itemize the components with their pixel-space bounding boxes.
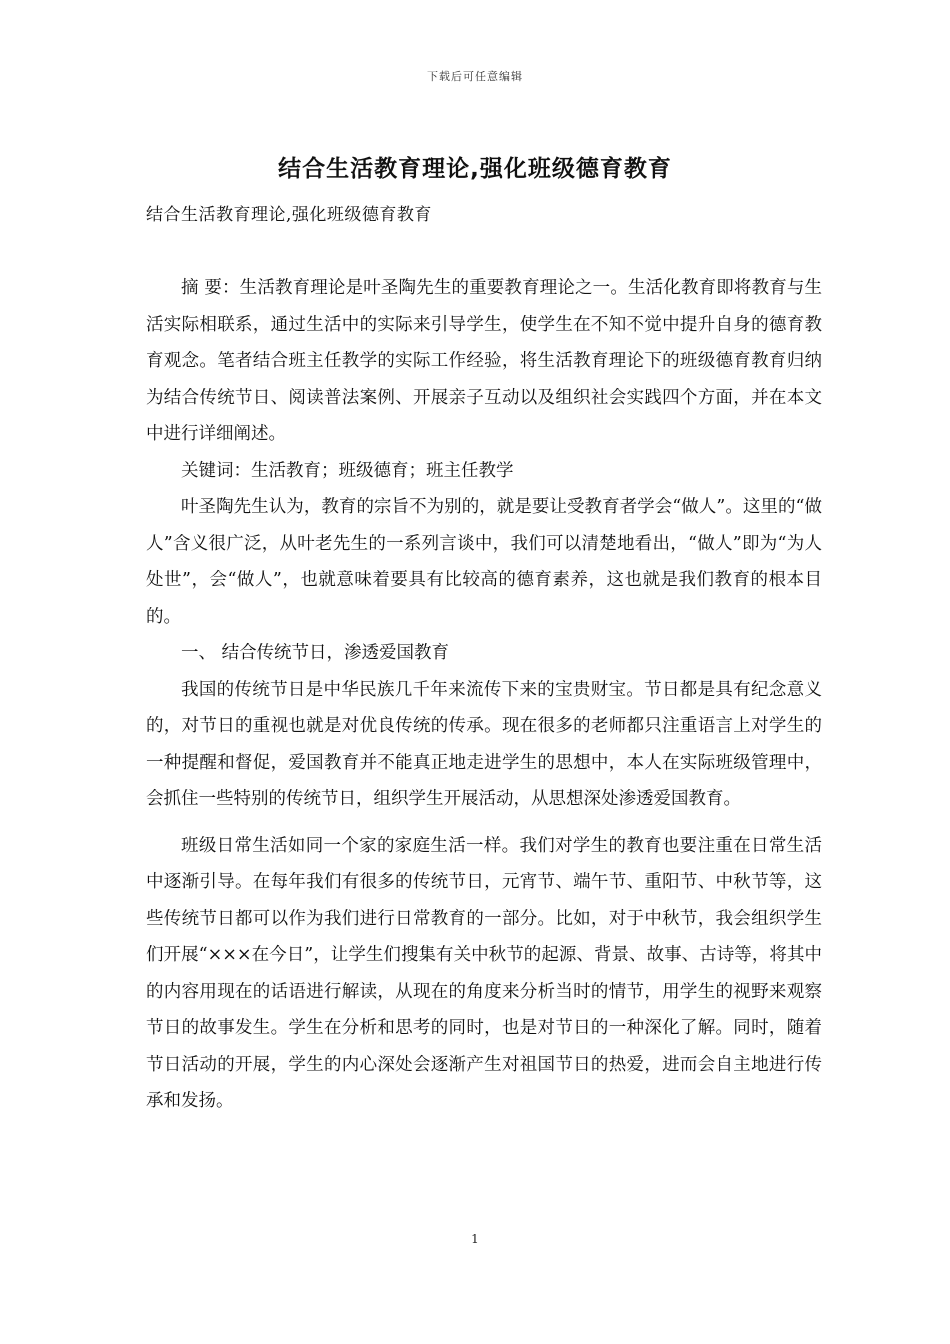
keywords-paragraph: 关键词：生活教育；班级德育；班主任教学: [181, 460, 514, 481]
header-note: 下载后可任意编辑: [427, 70, 523, 83]
body-paragraph: 叶圣陶先生认为，教育的宗旨不为别的，就是要让受教育者学会“做人”。这里的“做人”含义很广泛，从叶老先生的一系列言谈中，我们可以清楚地看出，“做人”即为“为人处世”，会“做人”，也就意味着要具有比较高的德育素养，这也就是我们教育的根本目的。: [146, 497, 822, 627]
document-subtitle: 结合生活教育理论,强化班级德育教育: [146, 205, 432, 225]
document-body: [146, 270, 822, 1120]
page-number: 1: [471, 1232, 479, 1246]
section-heading: 一、 结合传统节日，渗透爱国教育: [181, 643, 450, 663]
body-paragraph: 我国的传统节日是中华民族几千年来流传下来的宝贵财宝。节日都是具有纪念意义的，对节日的重视也就是对优良传统的传承。现在很多的老师都只注重语言上对学生的一种提醒和督促，爱国教育并不能真正地走进学生的思想中，本人在实际班级管理中，会抓住一些特别的传统节日，组织学生开展活动，从思想深处渗透爱国教育。: [146, 679, 822, 809]
paragraph-gap: [146, 818, 822, 828]
abstract-paragraph: 摘 要：生活教育理论是叶圣陶先生的重要教育理论之一。生活化教育即将教育与生活实际相联系，通过生活中的实际来引导学生，使学生在不知不觉中提升自身的德育教育观念。笔者结合班主任教学的实际工作经验，将生活教育理论下的班级德育教育归纳为结合传统节日、阅读普法案例、开展亲子互动以及组织社会实践四个方面，并在本文中进行详细阐述。: [146, 278, 822, 444]
body-paragraph: 班级日常生活如同一个家的家庭生活一样。我们对学生的教育也要注重在日常生活中逐渐引导。在每年我们有很多的传统节日，元宵节、端午节、重阳节、中秋节等，这些传统节日都可以作为我们进行日常教育的一部分。比如，对于中秋节，我会组织学生们开展“×××在今日”，让学生们搜集有关中秋节的起源、背景、故事、古诗等，将其中的内容用现在的话语进行解读，从现在的角度来分析当时的情节，用学生的视野来观察节日的故事发生。学生在分析和思考的同时，也是对节日的一种深化了解。同时，随着节日活动的开展，学生的内心深处会逐渐产生对祖国节日的热爱，进而会自主地进行传承和发扬。: [146, 835, 822, 1111]
document-title: 结合生活教育理论,强化班级德育教育: [278, 156, 672, 182]
